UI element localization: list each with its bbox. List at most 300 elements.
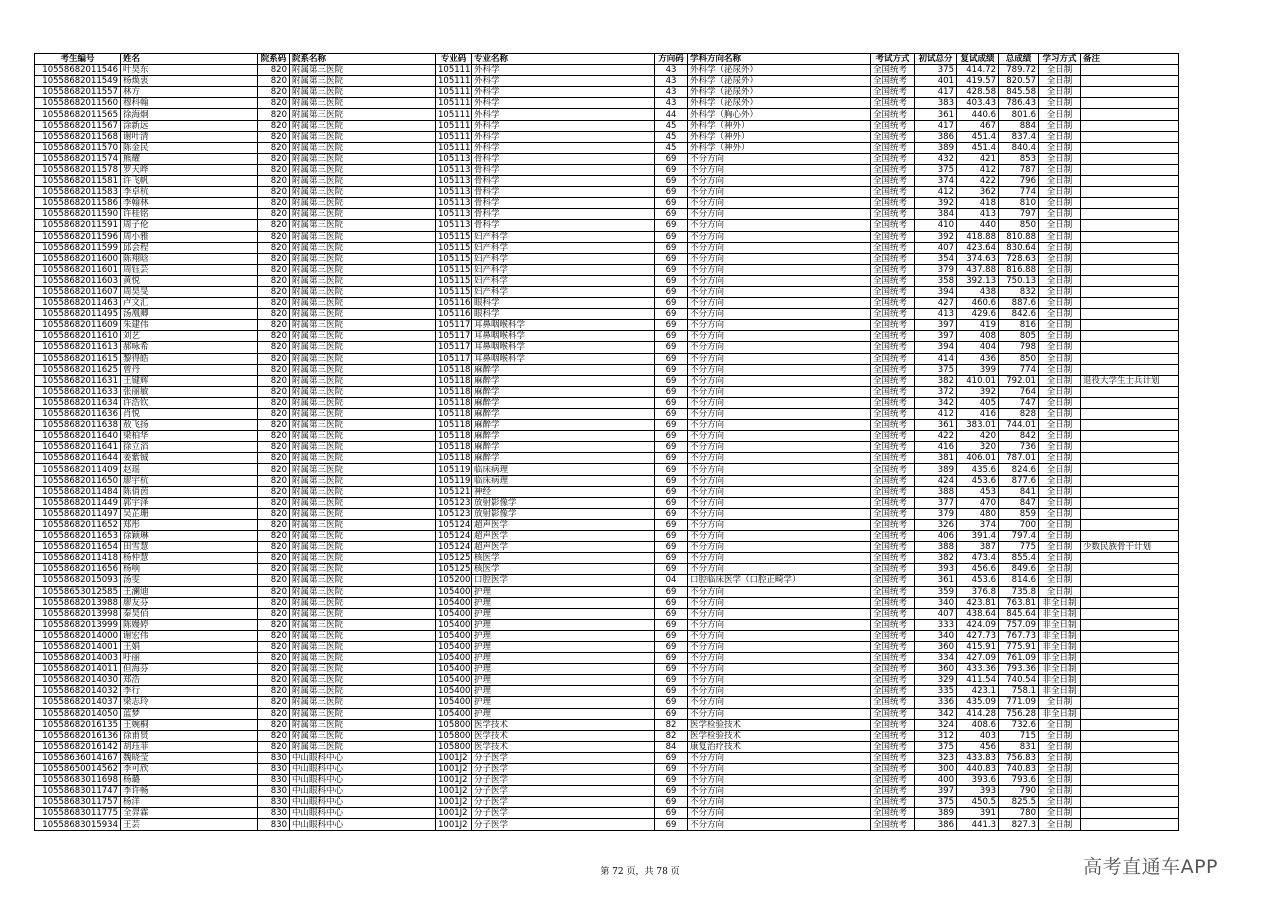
cell-retest-score: 433.83: [957, 752, 999, 763]
cell-remarks: [1081, 431, 1179, 442]
table-row: [35, 697, 1179, 708]
cell-name: 刘艺: [121, 331, 258, 342]
cell-dept-name: 附属第三医院: [290, 242, 436, 253]
cell-direction-code: 69: [655, 519, 688, 530]
cell-dept-name: 附属第三医院: [290, 264, 436, 275]
cell-initial-score: 300: [915, 764, 957, 775]
table-row: [35, 808, 1179, 819]
cell-remarks: [1081, 808, 1179, 819]
cell-initial-score: 324: [915, 719, 957, 730]
cell-exam-mode: 全国统考: [871, 120, 915, 131]
cell-major-name: 护理: [472, 697, 655, 708]
cell-initial-score: 389: [915, 464, 957, 475]
cell-exam-mode: 全国统考: [871, 741, 915, 752]
cell-exam-mode: 全国统考: [871, 65, 915, 76]
cell-major-code: 105400: [436, 697, 472, 708]
cell-study-mode: 全日制: [1039, 286, 1081, 297]
cell-exam-mode: 全国统考: [871, 630, 915, 641]
cell-initial-score: 412: [915, 187, 957, 198]
cell-exam-id: 10558682011610: [35, 331, 121, 342]
cell-dept-code: 830: [258, 775, 290, 786]
cell-dept-code: 820: [258, 542, 290, 553]
cell-dept-code: 830: [258, 786, 290, 797]
cell-initial-score: 379: [915, 508, 957, 519]
cell-initial-score: 414: [915, 353, 957, 364]
cell-direction-code: 69: [655, 375, 688, 386]
cell-direction-name: 不分方向: [688, 586, 871, 597]
cell-remarks: [1081, 775, 1179, 786]
cell-retest-score: 424.09: [957, 619, 999, 630]
cell-exam-id: 10558653012585: [35, 586, 121, 597]
cell-exam-id: 10558683011698: [35, 775, 121, 786]
cell-study-mode: 全日制: [1039, 386, 1081, 397]
cell-name: 廖宇杭: [121, 475, 258, 486]
cell-initial-score: 361: [915, 109, 957, 120]
cell-remarks: [1081, 76, 1179, 87]
table-row: [35, 542, 1179, 553]
cell-remarks: [1081, 664, 1179, 675]
cell-exam-id: 10558682011557: [35, 87, 121, 98]
admission-score-table: [34, 53, 1179, 831]
cell-initial-score: 382: [915, 375, 957, 386]
cell-exam-id: 10558682011625: [35, 364, 121, 375]
cell-exam-mode: 全国统考: [871, 220, 915, 231]
cell-exam-mode: 全国统考: [871, 198, 915, 209]
cell-major-name: 医学技术: [472, 741, 655, 752]
cell-dept-name: 附属第三医院: [290, 309, 436, 320]
cell-exam-mode: 全国统考: [871, 697, 915, 708]
cell-direction-name: 不分方向: [688, 164, 871, 175]
cell-dept-name: 附属第三医院: [290, 508, 436, 519]
cell-initial-score: 375: [915, 797, 957, 808]
cell-dept-name: 附属第三医院: [290, 87, 436, 98]
cell-retest-score: 403: [957, 730, 999, 741]
cell-dept-code: 820: [258, 641, 290, 652]
cell-initial-score: 381: [915, 453, 957, 464]
cell-initial-score: 360: [915, 664, 957, 675]
cell-major-code: 105115: [436, 275, 472, 286]
cell-remarks: [1081, 409, 1179, 420]
cell-name: 全羿霖: [121, 808, 258, 819]
cell-major-name: 护理: [472, 619, 655, 630]
cell-exam-id: 10558682011631: [35, 375, 121, 386]
cell-direction-code: 69: [655, 331, 688, 342]
cell-major-code: 105123: [436, 508, 472, 519]
cell-initial-score: 427: [915, 298, 957, 309]
cell-initial-score: 372: [915, 386, 957, 397]
cell-remarks: [1081, 553, 1179, 564]
table-row: [35, 453, 1179, 464]
cell-study-mode: 全日制: [1039, 475, 1081, 486]
cell-initial-score: 424: [915, 475, 957, 486]
cell-direction-name: 不分方向: [688, 242, 871, 253]
cell-major-name: 神经: [472, 486, 655, 497]
cell-direction-name: 不分方向: [688, 619, 871, 630]
cell-major-name: 麻醉学: [472, 453, 655, 464]
cell-total-score: 816: [999, 320, 1039, 331]
cell-dept-code: 820: [258, 442, 290, 453]
cell-name: 卢文汇: [121, 298, 258, 309]
cell-dept-code: 820: [258, 597, 290, 608]
cell-dept-code: 820: [258, 309, 290, 320]
cell-study-mode: 非全日制: [1039, 619, 1081, 630]
cell-exam-id: 10558682011644: [35, 453, 121, 464]
cell-remarks: [1081, 786, 1179, 797]
table-row: [35, 531, 1179, 542]
cell-initial-score: 312: [915, 730, 957, 741]
cell-name: 但海芬: [121, 664, 258, 675]
table-row: [35, 497, 1179, 508]
cell-exam-id: 10558683015934: [35, 819, 121, 830]
cell-total-score: 820.57: [999, 76, 1039, 87]
cell-major-code: 105125: [436, 553, 472, 564]
cell-exam-id: 10558682011570: [35, 142, 121, 153]
cell-dept-name: 附属第三医院: [290, 453, 436, 464]
table-row: [35, 775, 1179, 786]
col-header-retest-score: 复试成绩: [957, 54, 999, 65]
table-row: [35, 231, 1179, 242]
table-row: [35, 209, 1179, 220]
cell-dept-code: 830: [258, 797, 290, 808]
cell-dept-code: 820: [258, 187, 290, 198]
cell-retest-score: 411.54: [957, 675, 999, 686]
cell-dept-name: 附属第三医院: [290, 641, 436, 652]
cell-direction-code: 69: [655, 253, 688, 264]
cell-direction-code: 43: [655, 65, 688, 76]
cell-initial-score: 417: [915, 120, 957, 131]
cell-total-score: 845.58: [999, 87, 1039, 98]
cell-exam-id: 10558682011641: [35, 442, 121, 453]
cell-retest-score: 405: [957, 397, 999, 408]
cell-major-name: 护理: [472, 641, 655, 652]
cell-initial-score: 379: [915, 264, 957, 275]
cell-retest-score: 392: [957, 386, 999, 397]
cell-major-code: 105115: [436, 231, 472, 242]
cell-retest-score: 436: [957, 353, 999, 364]
cell-direction-code: 69: [655, 586, 688, 597]
cell-exam-mode: 全国统考: [871, 542, 915, 553]
cell-total-score: 841: [999, 486, 1039, 497]
cell-dept-code: 820: [258, 664, 290, 675]
cell-exam-id: 10558682011549: [35, 76, 121, 87]
cell-initial-score: 342: [915, 397, 957, 408]
cell-direction-name: 康复治疗技术: [688, 741, 871, 752]
cell-direction-code: 69: [655, 164, 688, 175]
cell-exam-mode: 全国统考: [871, 176, 915, 187]
cell-name: 郑彤: [121, 519, 258, 530]
cell-direction-code: 69: [655, 386, 688, 397]
cell-name: 徐甫贤: [121, 730, 258, 741]
cell-study-mode: 非全日制: [1039, 686, 1081, 697]
cell-direction-name: 外科学（泌尿外）: [688, 87, 871, 98]
cell-name: 郝咏希: [121, 342, 258, 353]
cell-total-score: 700: [999, 519, 1039, 530]
table-row: [35, 719, 1179, 730]
cell-name: 陈翔晗: [121, 253, 258, 264]
cell-major-code: 105200: [436, 575, 472, 586]
cell-dept-code: 820: [258, 76, 290, 87]
cell-direction-name: 不分方向: [688, 409, 871, 420]
cell-major-code: 1001J2: [436, 786, 472, 797]
cell-major-name: 妇产科学: [472, 286, 655, 297]
cell-dept-name: 附属第三医院: [290, 564, 436, 575]
table-row: [35, 475, 1179, 486]
cell-dept-code: 820: [258, 231, 290, 242]
col-header-dept-name: 院系名称: [290, 54, 436, 65]
cell-major-code: 105116: [436, 298, 472, 309]
cell-name: 杨焕衷: [121, 76, 258, 87]
cell-study-mode: 全日制: [1039, 730, 1081, 741]
table-row: [35, 187, 1179, 198]
cell-initial-score: 388: [915, 542, 957, 553]
cell-exam-id: 10558682011574: [35, 153, 121, 164]
cell-direction-name: 不分方向: [688, 275, 871, 286]
cell-dept-name: 附属第三医院: [290, 519, 436, 530]
cell-initial-score: 417: [915, 87, 957, 98]
cell-major-name: 耳鼻咽喉科学: [472, 342, 655, 353]
cell-initial-score: 377: [915, 497, 957, 508]
cell-exam-id: 10558682016135: [35, 719, 121, 730]
cell-exam-id: 10558682011583: [35, 187, 121, 198]
cell-study-mode: 全日制: [1039, 586, 1081, 597]
cell-retest-score: 422: [957, 176, 999, 187]
table-row: [35, 431, 1179, 442]
cell-major-name: 核医学: [472, 564, 655, 575]
cell-direction-code: 69: [655, 442, 688, 453]
cell-remarks: [1081, 619, 1179, 630]
cell-name: 熊耀: [121, 153, 258, 164]
cell-name: 郭宇泽: [121, 497, 258, 508]
cell-total-score: 810: [999, 198, 1039, 209]
cell-exam-id: 10558682011599: [35, 242, 121, 253]
cell-direction-code: 69: [655, 664, 688, 675]
cell-exam-mode: 全国统考: [871, 286, 915, 297]
cell-name: 张丽敏: [121, 386, 258, 397]
cell-dept-name: 附属第三医院: [290, 364, 436, 375]
cell-exam-mode: 全国统考: [871, 231, 915, 242]
cell-exam-id: 10558682011609: [35, 320, 121, 331]
cell-retest-score: 421: [957, 153, 999, 164]
cell-direction-code: 69: [655, 508, 688, 519]
cell-name: 陈金民: [121, 142, 258, 153]
cell-major-code: 1001J2: [436, 764, 472, 775]
cell-exam-mode: 全国统考: [871, 331, 915, 342]
cell-direction-code: 69: [655, 797, 688, 808]
cell-direction-name: 不分方向: [688, 664, 871, 675]
cell-study-mode: 全日制: [1039, 409, 1081, 420]
cell-name: 吁丽: [121, 653, 258, 664]
cell-study-mode: 全日制: [1039, 797, 1081, 808]
cell-retest-score: 412: [957, 164, 999, 175]
cell-study-mode: 全日制: [1039, 508, 1081, 519]
cell-direction-name: 外科学（泌尿外）: [688, 98, 871, 109]
cell-exam-id: 10558682011615: [35, 353, 121, 364]
table-row: [35, 409, 1179, 420]
table-row: [35, 764, 1179, 775]
cell-exam-id: 10558682011578: [35, 164, 121, 175]
cell-dept-code: 820: [258, 741, 290, 752]
cell-direction-name: 不分方向: [688, 475, 871, 486]
cell-retest-score: 456.6: [957, 564, 999, 575]
table-row: [35, 364, 1179, 375]
cell-major-code: 105119: [436, 475, 472, 486]
table-row: [35, 131, 1179, 142]
cell-exam-mode: 全国统考: [871, 586, 915, 597]
cell-study-mode: 全日制: [1039, 331, 1081, 342]
cell-study-mode: 全日制: [1039, 309, 1081, 320]
cell-retest-score: 393: [957, 786, 999, 797]
cell-direction-code: 69: [655, 409, 688, 420]
cell-remarks: [1081, 209, 1179, 220]
cell-name: 姜紫铖: [121, 453, 258, 464]
cell-dept-name: 附属第三医院: [290, 464, 436, 475]
cell-initial-score: 340: [915, 597, 957, 608]
cell-dept-code: 820: [258, 464, 290, 475]
cell-dept-name: 附属第三医院: [290, 431, 436, 442]
cell-major-name: 护理: [472, 630, 655, 641]
cell-major-code: 105116: [436, 309, 472, 320]
cell-remarks: [1081, 730, 1179, 741]
cell-name: 谢叶清: [121, 131, 258, 142]
cell-retest-score: 440.6: [957, 109, 999, 120]
table-row: [35, 65, 1179, 76]
cell-dept-code: 820: [258, 431, 290, 442]
cell-major-code: 1001J2: [436, 752, 472, 763]
cell-direction-code: 69: [655, 641, 688, 652]
cell-dept-name: 附属第三医院: [290, 253, 436, 264]
cell-major-name: 外科学: [472, 131, 655, 142]
cell-major-name: 分子医学: [472, 775, 655, 786]
cell-direction-code: 69: [655, 275, 688, 286]
cell-direction-name: 不分方向: [688, 375, 871, 386]
cell-retest-score: 383.01: [957, 420, 999, 431]
cell-exam-id: 10558682011652: [35, 519, 121, 530]
cell-retest-score: 435.09: [957, 697, 999, 708]
cell-direction-code: 82: [655, 719, 688, 730]
cell-direction-name: 不分方向: [688, 320, 871, 331]
cell-exam-id: 10558682011650: [35, 475, 121, 486]
cell-dept-name: 附属第三医院: [290, 109, 436, 120]
cell-exam-mode: 全国统考: [871, 309, 915, 320]
cell-exam-id: 10558682011581: [35, 176, 121, 187]
cell-exam-mode: 全国统考: [871, 131, 915, 142]
cell-major-name: 眼科学: [472, 298, 655, 309]
cell-direction-code: 69: [655, 187, 688, 198]
cell-total-score: 859: [999, 508, 1039, 519]
cell-study-mode: 全日制: [1039, 242, 1081, 253]
cell-exam-id: 10558682014050: [35, 708, 121, 719]
cell-major-code: 105113: [436, 176, 472, 187]
cell-dept-code: 820: [258, 353, 290, 364]
cell-direction-code: 69: [655, 752, 688, 763]
cell-direction-code: 69: [655, 231, 688, 242]
cell-direction-code: 69: [655, 531, 688, 542]
cell-major-name: 外科学: [472, 87, 655, 98]
cell-total-score: 797: [999, 209, 1039, 220]
cell-remarks: [1081, 497, 1179, 508]
cell-total-score: 842.6: [999, 309, 1039, 320]
cell-initial-score: 392: [915, 231, 957, 242]
cell-direction-code: 45: [655, 131, 688, 142]
cell-direction-name: 不分方向: [688, 775, 871, 786]
table-row: [35, 819, 1179, 830]
cell-exam-id: 10558682011449: [35, 497, 121, 508]
cell-major-name: 麻醉学: [472, 431, 655, 442]
cell-initial-score: 354: [915, 253, 957, 264]
cell-direction-code: 69: [655, 464, 688, 475]
cell-study-mode: 全日制: [1039, 142, 1081, 153]
cell-major-name: 妇产科学: [472, 275, 655, 286]
table-row: [35, 575, 1179, 586]
cell-name: 黄悦: [121, 275, 258, 286]
cell-retest-score: 413: [957, 209, 999, 220]
cell-retest-score: 467: [957, 120, 999, 131]
cell-direction-name: 不分方向: [688, 653, 871, 664]
cell-dept-code: 820: [258, 131, 290, 142]
cell-direction-code: 69: [655, 286, 688, 297]
cell-dept-name: 附属第三医院: [290, 686, 436, 697]
cell-dept-code: 820: [258, 409, 290, 420]
cell-study-mode: 全日制: [1039, 808, 1081, 819]
cell-exam-id: 10558682011613: [35, 342, 121, 353]
cell-initial-score: 416: [915, 442, 957, 453]
cell-dept-code: 820: [258, 420, 290, 431]
cell-dept-code: 820: [258, 209, 290, 220]
cell-study-mode: 全日制: [1039, 131, 1081, 142]
cell-initial-score: 382: [915, 553, 957, 564]
table-row: [35, 708, 1179, 719]
cell-remarks: [1081, 264, 1179, 275]
cell-dept-name: 附属第三医院: [290, 231, 436, 242]
cell-exam-mode: 全国统考: [871, 464, 915, 475]
cell-major-code: 105118: [436, 397, 472, 408]
cell-name: 王婉桐: [121, 719, 258, 730]
cell-major-code: 105113: [436, 220, 472, 231]
cell-major-code: 105113: [436, 198, 472, 209]
cell-dept-name: 附属第三医院: [290, 442, 436, 453]
cell-direction-name: 不分方向: [688, 298, 871, 309]
table-row: [35, 597, 1179, 608]
cell-remarks: [1081, 87, 1179, 98]
cell-direction-code: 69: [655, 686, 688, 697]
cell-major-code: 105115: [436, 253, 472, 264]
table-row: [35, 386, 1179, 397]
cell-direction-name: 口腔临床医学（口腔正畸学）: [688, 575, 871, 586]
cell-retest-score: 423.64: [957, 242, 999, 253]
cell-remarks: [1081, 675, 1179, 686]
cell-exam-mode: 全国统考: [871, 109, 915, 120]
cell-remarks: [1081, 109, 1179, 120]
cell-major-name: 分子医学: [472, 786, 655, 797]
cell-name: 曾丹: [121, 364, 258, 375]
cell-major-name: 护理: [472, 675, 655, 686]
cell-study-mode: 非全日制: [1039, 675, 1081, 686]
cell-dept-code: 820: [258, 176, 290, 187]
cell-dept-name: 附属第三医院: [290, 542, 436, 553]
cell-retest-score: 456: [957, 741, 999, 752]
cell-remarks: [1081, 342, 1179, 353]
cell-major-code: 105125: [436, 564, 472, 575]
cell-major-code: 105111: [436, 76, 472, 87]
cell-direction-name: 不分方向: [688, 431, 871, 442]
cell-dept-code: 820: [258, 508, 290, 519]
cell-initial-score: 413: [915, 309, 957, 320]
cell-name: 郑浩: [121, 675, 258, 686]
cell-total-score: 792.01: [999, 375, 1039, 386]
cell-dept-name: 附属第三医院: [290, 375, 436, 386]
cell-study-mode: 全日制: [1039, 719, 1081, 730]
cell-direction-name: 不分方向: [688, 397, 871, 408]
